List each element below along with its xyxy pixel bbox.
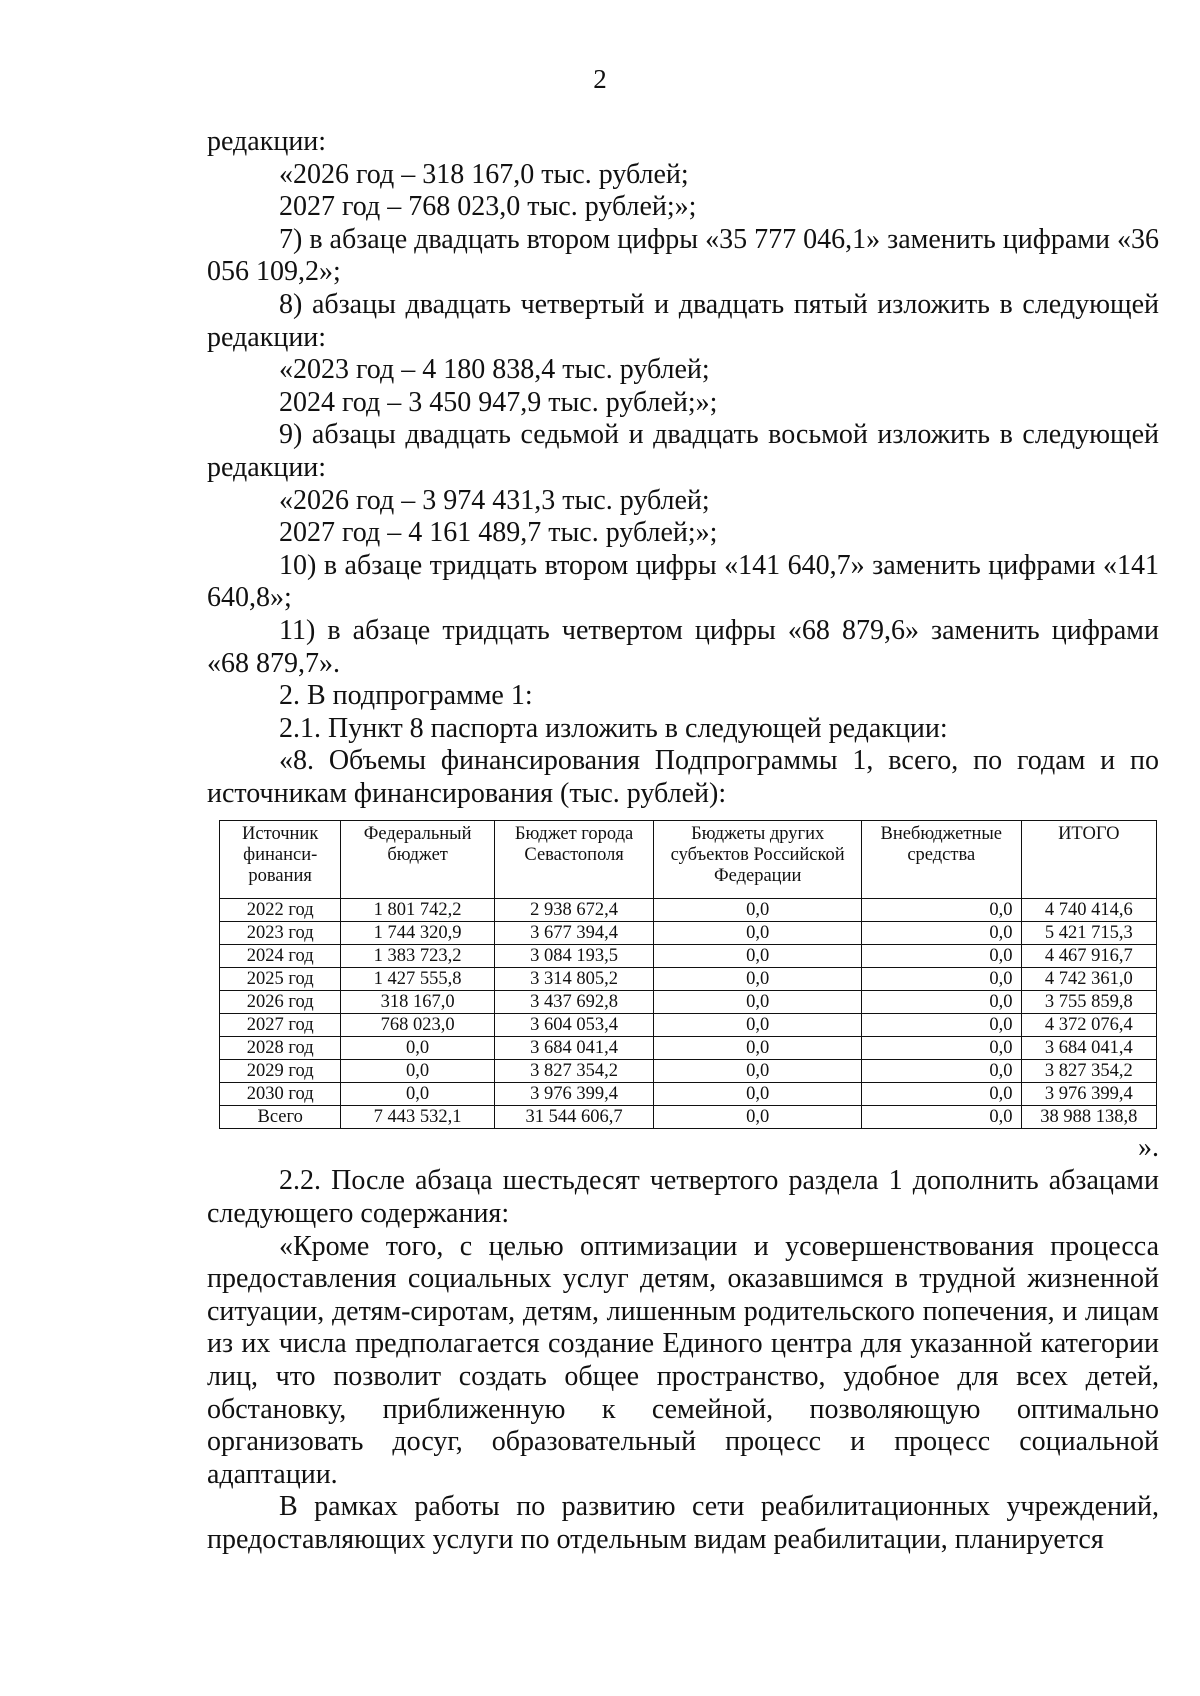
table-cell: 0,0 [654, 1083, 862, 1106]
table-row [220, 1037, 1157, 1060]
paragraph-bottom-0: 2.2. После абзаца шестьдесят четвертого раздела 1 дополнить абзацами следующего содержания: [207, 1165, 1159, 1230]
paragraph-5: «2023 год – 4 180 838,4 тыс. рублей; [279, 354, 710, 386]
table-cell: 0,0 [862, 1083, 1022, 1106]
table-cell: 3 684 041,4 [494, 1037, 654, 1060]
table-cell: 31 544 606,7 [494, 1106, 654, 1129]
table-cell: 3 437 692,8 [494, 991, 654, 1014]
table-cell: 4 467 916,7 [1021, 945, 1156, 968]
table-cell: 0,0 [654, 1060, 862, 1083]
paragraph-2: 2027 год – 768 023,0 тыс. рублей;»; [279, 191, 697, 223]
paragraph-1: «2026 год – 318 167,0 тыс. рублей; [279, 158, 689, 190]
paragraph-0: редакции: [207, 126, 327, 157]
table-closing-quote: ». [1138, 1132, 1159, 1164]
column-header: Внебюджетные средства [862, 821, 1022, 899]
paragraph-bottom-2: В рамках работы по развитию сети реабилитационных учреждений, предоставляющих услуги по отдельным видам реабилитации, планируется [207, 1491, 1159, 1555]
table-cell: 0,0 [341, 1083, 494, 1106]
table-cell: 3 677 394,4 [494, 922, 654, 945]
table-row [220, 1060, 1157, 1083]
column-header: Бюджет города Севастополя [494, 821, 654, 899]
table-row [220, 1014, 1157, 1037]
table-cell: 768 023,0 [341, 1014, 494, 1037]
table-cell: 0,0 [862, 991, 1022, 1014]
column-header: Источник финанси-рования [220, 821, 341, 899]
table-cell: 0,0 [654, 1106, 862, 1129]
table-cell: 1 801 742,2 [341, 899, 494, 922]
table-cell: 2025 год [220, 968, 341, 991]
table-header-row [220, 821, 1157, 899]
paragraph-6: 2024 год – 3 450 947,9 тыс. рублей;»; [279, 386, 718, 418]
paragraph-4: 8) абзацы двадцать четвертый и двадцать пятый изложить в следующей редакции: [207, 288, 1159, 353]
paragraph-14: «8. Объемы финансирования Подпрограммы 1, всего, по годам и по источникам финансирования (тыс. рублей): [207, 745, 1159, 809]
amendment-list [207, 126, 1159, 810]
table-cell: 4 740 414,6 [1021, 899, 1156, 922]
table-cell: 3 755 859,8 [1021, 991, 1156, 1014]
table-cell: 3 827 354,2 [1021, 1060, 1156, 1083]
table-row [220, 968, 1157, 991]
table-cell: Всего [220, 1106, 341, 1129]
table-cell: 1 383 723,2 [341, 945, 494, 968]
addition-text [207, 1165, 1159, 1556]
paragraph-3: 7) в абзаце двадцать втором цифры «35 777 046,1» заменить цифрами «36 056 109,2»; [207, 223, 1159, 288]
table-cell: 3 314 805,2 [494, 968, 654, 991]
table-cell: 0,0 [862, 922, 1022, 945]
paragraph-9: 2027 год – 4 161 489,7 тыс. рублей;»; [279, 517, 718, 549]
table-cell: 2022 год [220, 899, 341, 922]
table-cell: 2023 год [220, 922, 341, 945]
table-cell: 0,0 [862, 1060, 1022, 1083]
table-cell: 0,0 [341, 1060, 494, 1083]
table-cell: 2030 год [220, 1083, 341, 1106]
table-row [220, 945, 1157, 968]
financing-table [219, 820, 1157, 1129]
paragraph-8: «2026 год – 3 974 431,3 тыс. рублей; [279, 484, 710, 516]
table-row [220, 899, 1157, 922]
table-cell: 1 744 320,9 [341, 922, 494, 945]
table-cell: 4 372 076,4 [1021, 1014, 1156, 1037]
column-header: Федеральный бюджет [341, 821, 494, 899]
paragraph-10: 10) в абзаце тридцать втором цифры «141 640,7» заменить цифрами «141 640,8»; [207, 549, 1159, 614]
paragraph-7: 9) абзацы двадцать седьмой и двадцать восьмой изложить в следующей редакции: [207, 419, 1159, 483]
table-body [220, 899, 1157, 1129]
table-cell: 0,0 [341, 1037, 494, 1060]
table-cell: 0,0 [654, 899, 862, 922]
table-row [220, 922, 1157, 945]
table-cell: 3 976 399,4 [494, 1083, 654, 1106]
table-cell: 3 827 354,2 [494, 1060, 654, 1083]
table-cell: 0,0 [654, 922, 862, 945]
table-cell: 2029 год [220, 1060, 341, 1083]
table-cell: 3 684 041,4 [1021, 1037, 1156, 1060]
table-cell: 2024 год [220, 945, 341, 968]
table-row [220, 991, 1157, 1014]
table-cell: 0,0 [862, 945, 1022, 968]
table-cell: 2026 год [220, 991, 341, 1014]
column-header: ИТОГО [1021, 821, 1156, 899]
paragraph-11: 11) в абзаце тридцать четвертом цифры «68 879,6» заменить цифрами «68 879,7». [207, 614, 1159, 679]
table-cell: 5 421 715,3 [1021, 922, 1156, 945]
page-number: 2 [593, 64, 607, 94]
table-cell: 0,0 [862, 899, 1022, 922]
table-cell: 0,0 [862, 1106, 1022, 1129]
table-cell: 0,0 [654, 968, 862, 991]
paragraph-13: 2.1. Пункт 8 паспорта изложить в следующей редакции: [279, 712, 948, 744]
table-total-row [220, 1106, 1157, 1129]
table-cell: 2027 год [220, 1014, 341, 1037]
paragraph-bottom-1: «Кроме того, с целью оптимизации и усовершенствования процесса предоставления социальных услуг детям, оказавшимся в трудной жизненной ситуации, детям-сиротам, детям, лишенным родительского попечения, и лицам из их числа предполагается создание Единого центра для указанной категории лиц, что позволит создать общее пространство, удобное для всех детей, обстановку, приближенную к семейной, позволяющую оптимально организовать досуг, образовательный процесс и процесс социальной адаптации. [207, 1230, 1159, 1490]
table-cell: 2028 год [220, 1037, 341, 1060]
table-cell: 1 427 555,8 [341, 968, 494, 991]
document-body [207, 126, 1159, 1557]
table-cell: 0,0 [654, 991, 862, 1014]
table-cell: 0,0 [654, 1014, 862, 1037]
table-cell: 38 988 138,8 [1021, 1106, 1156, 1129]
table-cell: 7 443 532,1 [341, 1106, 494, 1129]
table-cell: 0,0 [862, 1037, 1022, 1060]
table-cell: 3 084 193,5 [494, 945, 654, 968]
table-row [220, 1083, 1157, 1106]
table-cell: 3 604 053,4 [494, 1014, 654, 1037]
table-cell: 2 938 672,4 [494, 899, 654, 922]
table-cell: 0,0 [654, 1037, 862, 1060]
column-header: Бюджеты других субъектов Российской Федерации [654, 821, 862, 899]
table-cell: 0,0 [654, 945, 862, 968]
table-cell: 318 167,0 [341, 991, 494, 1014]
table-cell: 0,0 [862, 1014, 1022, 1037]
table-cell: 3 976 399,4 [1021, 1083, 1156, 1106]
table-cell: 0,0 [862, 968, 1022, 991]
table-cell: 4 742 361,0 [1021, 968, 1156, 991]
paragraph-12: 2. В подпрограмме 1: [279, 680, 533, 712]
